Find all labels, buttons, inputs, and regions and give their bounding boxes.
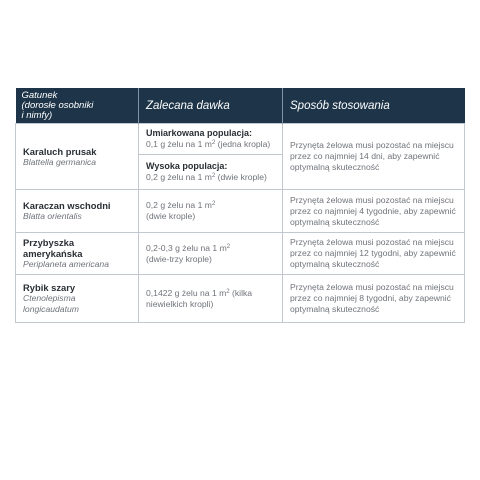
dose-value: 0,1422 g żelu na 1 m bbox=[146, 287, 227, 298]
unit-exponent: 2 bbox=[226, 243, 231, 250]
dose-cell-high bbox=[139, 155, 283, 190]
unit-exponent: 2 bbox=[211, 140, 216, 146]
species-name: Rybik szary bbox=[23, 282, 76, 293]
usage-cell: Przynęta żelowa musi pozostać na miejscu przez co najmniej 8 tygodni, aby zapewnić optymalną skuteczność bbox=[283, 275, 465, 323]
dose-value: 0,2 g żelu na 1 m bbox=[146, 200, 212, 210]
species-cell bbox=[16, 233, 139, 275]
dosage-table bbox=[15, 88, 465, 323]
species-latin: Periplaneta americana bbox=[23, 259, 109, 269]
header-species-line3: i nimfy) bbox=[21, 110, 53, 121]
dose-value: 0,2-0,3 g żelu na 1 m bbox=[146, 242, 227, 253]
usage-cell: Przynęta żelowa musi pozostać na miejscu przez co najmniej 14 dni, aby zapewnić optymalną skuteczność bbox=[283, 124, 465, 190]
header-usage: Sposób stosowania bbox=[283, 88, 465, 124]
table-row bbox=[16, 190, 465, 233]
header-species-line1: Gatunek bbox=[21, 90, 58, 101]
unit-exponent: 2 bbox=[211, 201, 216, 207]
dose-high-value: 0,2 g żelu na 1 m bbox=[146, 172, 212, 182]
header-species bbox=[16, 88, 139, 124]
unit-exponent: 2 bbox=[226, 288, 230, 295]
species-name: Karaczan wschodni bbox=[23, 200, 111, 211]
dose-moderate-note: (jedna kropla) bbox=[215, 139, 271, 149]
usage-cell: Przynęta żelowa musi pozostać na miejscu przez co najmniej 12 tygodni, aby zapewnić optymalną skuteczność bbox=[283, 233, 465, 275]
species-name: Przybyszka amerykańska bbox=[23, 237, 83, 259]
unit-exponent: 2 bbox=[211, 173, 216, 179]
dose-high-label: Wysoka populacja: bbox=[146, 161, 228, 171]
species-cell bbox=[16, 124, 139, 190]
species-cell bbox=[16, 190, 139, 233]
header-dose: Zalecana dawka bbox=[139, 88, 283, 124]
species-latin-line2: longicaudatum bbox=[23, 304, 79, 314]
table-row bbox=[16, 233, 465, 275]
dose-note: (kilka niewielkich kropli) bbox=[146, 287, 253, 309]
dose-cell bbox=[139, 275, 283, 323]
header-species-line2: (dorosłe osobniki bbox=[21, 100, 94, 111]
species-latin: Blatta orientalis bbox=[23, 211, 82, 221]
usage-cell: Przynęta żelowa musi pozostać na miejscu przez co najmniej 4 tygodnie, aby zapewnić optymalną skuteczność bbox=[283, 190, 465, 233]
species-cell bbox=[16, 275, 139, 323]
species-latin-line1: Ctenolepisma bbox=[23, 293, 76, 303]
table-header-row bbox=[16, 88, 465, 124]
dose-note: (dwie-trzy krople) bbox=[146, 253, 212, 264]
table-row bbox=[16, 275, 465, 323]
dose-moderate-label: Umiarkowana populacja: bbox=[146, 128, 253, 138]
dose-cell bbox=[139, 190, 283, 233]
dose-high-note: (dwie krople) bbox=[215, 172, 267, 182]
species-latin: Blattella germanica bbox=[23, 156, 97, 167]
species-name: Karaluch prusak bbox=[23, 145, 97, 157]
dose-moderate-value: 0,1 g żelu na 1 m bbox=[146, 139, 212, 149]
table-row bbox=[16, 124, 465, 155]
dose-note: (dwie krople) bbox=[146, 211, 196, 221]
dose-cell-moderate bbox=[139, 124, 283, 155]
dose-cell bbox=[139, 233, 283, 275]
